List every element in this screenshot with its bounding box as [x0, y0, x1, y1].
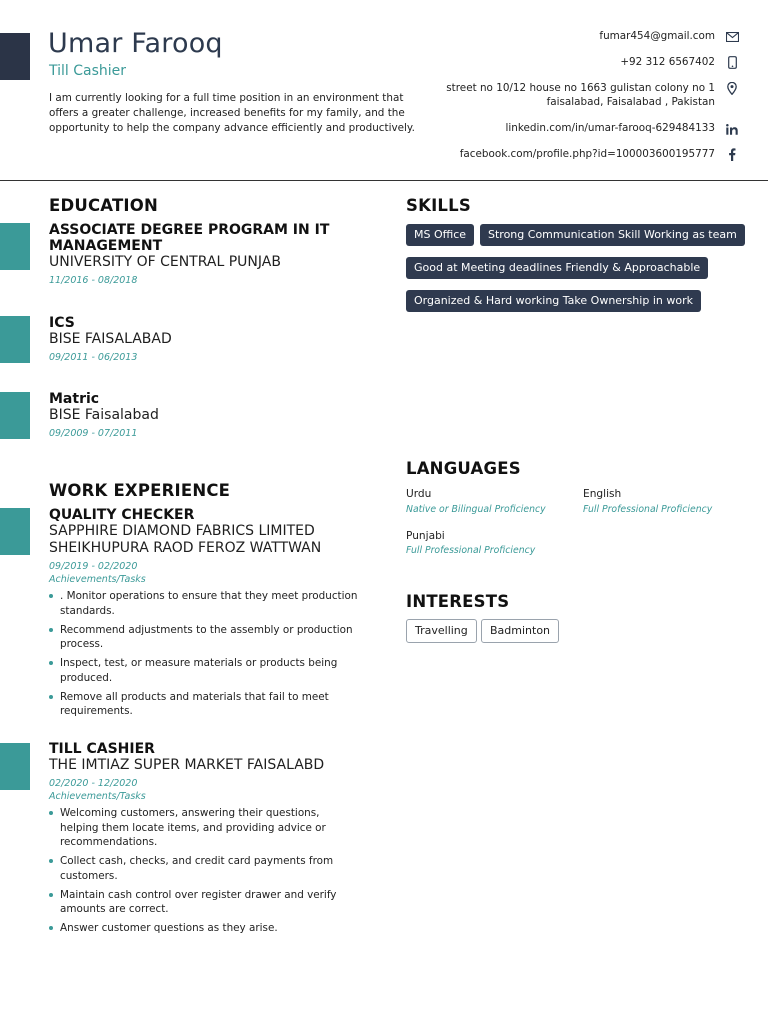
languages-section-title: LANGUAGES [406, 459, 521, 478]
task-item: Collect cash, checks, and credit card payments from customers. [49, 854, 359, 883]
degree-title: ASSOCIATE DEGREE PROGRAM IN IT MANAGEMENT [49, 222, 330, 254]
education-dates: 09/2009 - 07/2011 [49, 428, 138, 439]
interest-tag: Travelling [406, 619, 477, 643]
bullet-icon [49, 628, 53, 632]
tasks-label: Achievements/Tasks [49, 791, 146, 802]
task-item: Inspect, test, or measure materials or products being produced. [49, 656, 359, 685]
education-dates: 09/2011 - 06/2013 [49, 352, 138, 363]
task-item: Maintain cash control over register drawer and verify amounts are correct. [49, 888, 359, 917]
degree-title: ICS [49, 315, 75, 331]
work-accent-bar [0, 508, 30, 555]
bullet-icon [49, 893, 53, 897]
task-list [49, 589, 359, 719]
contact-address [446, 81, 715, 109]
language-level: Full Professional Proficiency [583, 504, 713, 515]
address-line-1: street no 10/12 house no 1663 gulistan colony no 1 [446, 82, 715, 94]
school-name: UNIVERSITY OF CENTRAL PUNJAB [49, 254, 281, 270]
role-title: QUALITY CHECKER [49, 507, 195, 523]
bullet-icon [49, 594, 53, 598]
work-accent-bar [0, 743, 30, 790]
task-item: Welcoming customers, answering their questions, helping them locate items, and providing advice or recommendations. [49, 806, 359, 850]
company-name: THE IMTIAZ SUPER MARKET FAISALABD [49, 757, 325, 773]
skill-tag: Good at Meeting deadlines Friendly & Approachable [406, 257, 708, 279]
linkedin-icon [725, 122, 739, 136]
degree-title: Matric [49, 391, 100, 407]
school-name: BISE FAISALABAD [49, 331, 172, 347]
education-entry [49, 315, 369, 364]
mobile-phone-icon [725, 55, 739, 69]
education-accent-bar [0, 316, 30, 363]
address-line-2: faisalabad, Faisalabad , Pakistan [546, 96, 715, 108]
work-entry [49, 741, 369, 940]
education-entry [49, 222, 369, 287]
language-level: Full Professional Proficiency [406, 545, 536, 556]
envelope-icon [725, 30, 739, 44]
bullet-icon [49, 695, 53, 699]
school-name: BISE Faisalabad [49, 407, 159, 423]
skill-tag: MS Office [406, 224, 474, 246]
work-dates: 09/2019 - 02/2020 [49, 561, 138, 572]
interest-tag: Badminton [481, 619, 559, 643]
job-title: Till Cashier [49, 63, 127, 79]
task-item: Recommend adjustments to the assembly or production process. [49, 623, 359, 652]
skill-tag: Strong Communication Skill Working as team [480, 224, 745, 246]
education-section-title: EDUCATION [49, 196, 158, 215]
task-item: Remove all products and materials that fail to meet requirements. [49, 690, 359, 719]
header-accent-bar [0, 33, 30, 80]
language-name: English [583, 488, 622, 500]
task-list [49, 806, 359, 936]
bullet-icon [49, 811, 53, 815]
role-title: TILL CASHIER [49, 741, 155, 757]
skills-section-title: SKILLS [406, 196, 471, 215]
contact-linkedin[interactable]: linkedin.com/in/umar-farooq-629484133 [505, 122, 715, 134]
header-divider [0, 180, 768, 181]
facebook-icon [725, 147, 739, 161]
bullet-icon [49, 859, 53, 863]
language-name: Urdu [406, 488, 432, 500]
map-pin-icon [725, 81, 739, 95]
skill-tag: Organized & Hard working Take Ownership in work [406, 290, 701, 312]
language-name: Punjabi [406, 530, 445, 542]
work-dates: 02/2020 - 12/2020 [49, 778, 138, 789]
summary-text: I am currently looking for a full time position in an environment that offers a greater challenge, increased benefits for my family, and the opportunity to help the company advance efficiently and productively. [49, 92, 415, 134]
work-section-title: WORK EXPERIENCE [49, 481, 231, 500]
education-accent-bar [0, 392, 30, 439]
work-entry [49, 507, 369, 723]
bullet-icon [49, 926, 53, 930]
language-level: Native or Bilingual Proficiency [406, 504, 546, 515]
bullet-icon [49, 661, 53, 665]
education-dates: 11/2016 - 08/2018 [49, 275, 138, 286]
task-item: Answer customer questions as they arise. [49, 921, 359, 936]
contact-facebook[interactable]: facebook.com/profile.php?id=100003600195777 [459, 148, 715, 160]
task-item: . Monitor operations to ensure that they meet production standards. [49, 589, 359, 618]
contact-email[interactable]: fumar454@gmail.com [599, 30, 715, 42]
education-accent-bar [0, 223, 30, 270]
education-entry [49, 391, 369, 440]
candidate-name: Umar Farooq [48, 28, 223, 59]
contact-phone[interactable]: +92 312 6567402 [620, 56, 715, 68]
company-name: SAPPHIRE DIAMOND FABRICS LIMITED SHEIKHUPURA RAOD FEROZ WATTWAN [49, 523, 322, 556]
tasks-label: Achievements/Tasks [49, 574, 146, 585]
interests-section-title: INTERESTS [406, 592, 510, 611]
